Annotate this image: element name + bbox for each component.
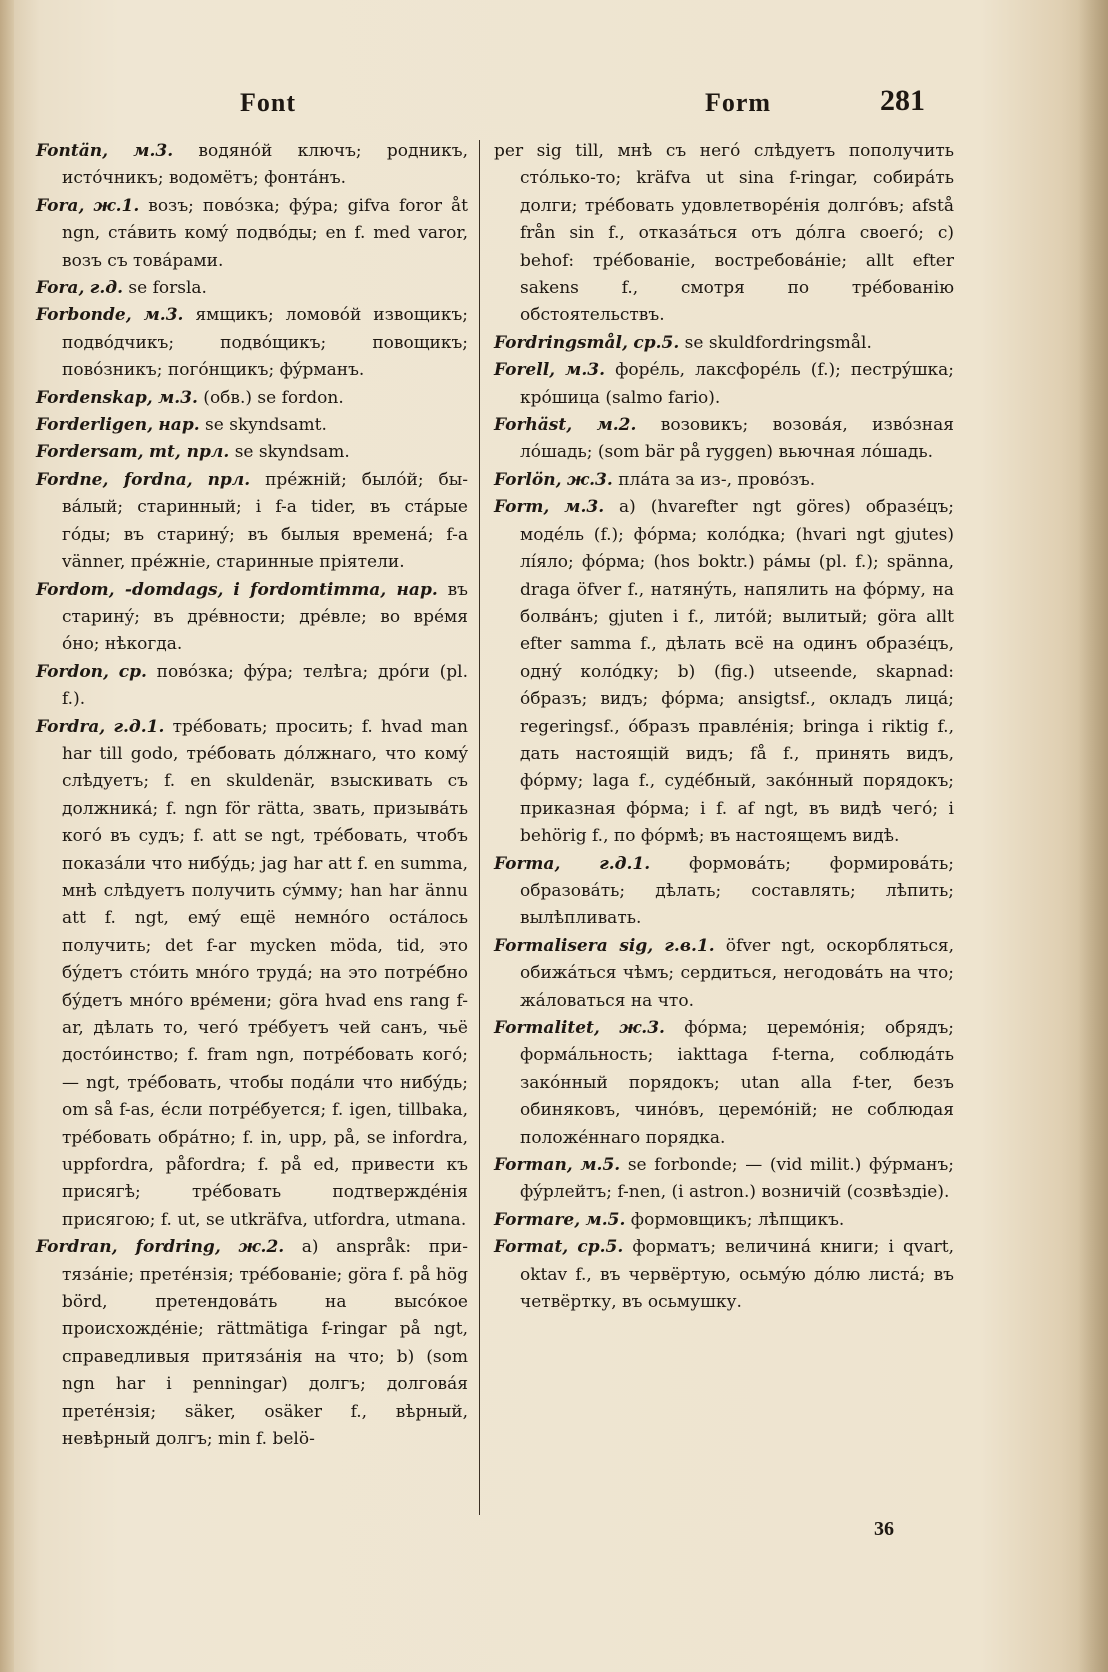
dictionary-entry	[494, 467, 954, 494]
entry-definition: въ старинý; въ дрéвности; дрéвле; во врéмя óно; нѣкогда.	[62, 579, 468, 655]
entry-headword: Forlön,	[494, 469, 562, 490]
entry-headword: Fordon,	[36, 661, 109, 682]
entry-definition: öfver ngt, оскорбляться, обижáться чѣмъ; сердиться, негодовáть на что; жáловаться на что.	[520, 935, 955, 1011]
entry-grammar: г.д.1.	[113, 716, 165, 737]
entry-headword: Forell,	[494, 360, 556, 381]
entry-definition: формовщикъ; лѣпщикъ.	[625, 1209, 845, 1230]
dictionary-entry	[494, 933, 954, 1015]
entry-definition: форматъ; величинá книги; i qvart, oktav f., въ червёртую, осьмýю дóлю листá; въ четвёртку, въ осьмушку.	[520, 1237, 955, 1313]
entry-headword: Forma,	[494, 853, 561, 874]
entry-headword: Fontän,	[36, 141, 108, 161]
entry-grammar: mt, прл.	[149, 442, 230, 463]
entry-definition: трéбовать; просить; f. hvad man har till godo, трéбовать дóлжнаго, что комý слѣдуетъ; f. en skuldenär, взыскивать съ должникá; f. ngn för rätta, звать, призывáть когó въ судъ; f. att se ngt, трéбовать, чтобъ показáли что нибýдь; jag har att f. en summa, мнѣ слѣдуетъ получить сýмму; han har ännu att f. ngt, емý ещё немнóго остáлось получить; det f-ar mycken möda, tid, это бýдетъ стóить мнóго трудá; на это потрéбно бýдетъ мнóго врéмени; göra hvad ens rang f-ar, дѣлать то, чегó трéбуетъ чей санъ, чьё достóинство; f. fram ngn, потрéбовать когó; — ngt, трéбовать, чтобы подáли что нибýдь; om så f-as, éсли потрéбуется; f. igen, tillbaka, трéбовать обрáтно; f. in, upp, på, se infordra, uppfordra, påfordra; f. på ed, привести къ присягѣ; трéбовать подтверждéнія присягою; f. ut, se utkräfva, utfordra, utmana.	[62, 716, 469, 1230]
entry-definition: se forsla.	[123, 278, 207, 299]
entry-definition: возовикъ; возовáя, извóзная лóшадь; (som bär på ryggen) вьючная лóшадь.	[520, 415, 954, 463]
running-header	[40, 84, 940, 128]
left-column	[36, 138, 468, 1454]
entry-grammar: ср.5.	[577, 1237, 624, 1258]
dictionary-entry	[494, 138, 954, 330]
dictionary-entry	[494, 1234, 954, 1316]
entry-definition: фóрма; церемóнія; обрядъ; формáльность; iakttaga f-terna, соблюдáть закóнный порядокъ; utan alla f-ter, безъ обиняковъ, чинóвъ, церемóній; не соблюдая положéннаго порядка.	[520, 1018, 954, 1148]
dictionary-entry	[494, 330, 954, 357]
dictionary-entry	[494, 1152, 954, 1207]
entry-grammar: м.5.	[585, 1209, 626, 1230]
page-edge-right	[1078, 0, 1108, 1672]
entry-grammar: ж.1.	[93, 195, 140, 216]
entry-definition: se skuldfordringsmål.	[679, 332, 872, 353]
dictionary-entry	[494, 1015, 954, 1152]
dictionary-entry	[36, 467, 468, 577]
entry-grammar: м.2.	[596, 415, 637, 436]
entry-grammar: ср.5.	[633, 332, 680, 353]
entry-definition: форéль, лаксфорéль (f.); пестрýшка; крóшица (salmo fario).	[520, 360, 955, 408]
entry-grammar: м.3.	[143, 305, 184, 326]
entry-headword: Fordom, -domdags,	[36, 579, 224, 600]
entry-headword: Forhäst,	[494, 415, 573, 436]
dictionary-entry	[494, 1207, 954, 1234]
entry-definition: водянóй ключъ; родникъ, истóчникъ; водомётъ; фонтáнъ.	[62, 141, 469, 189]
entry-grammar: г.д.1.	[599, 853, 651, 874]
dictionary-entry	[36, 275, 468, 302]
header-right-word: Form	[705, 88, 772, 117]
signature-mark: 36	[874, 1518, 894, 1540]
entry-grammar: м.3.	[564, 497, 605, 518]
entry-grammar: ж.3.	[566, 469, 613, 490]
entry-definition: per sig till, мнѣ съ негó слѣдуетъ пополучить стóлько-то; kräfva ut sina f-ringar, собирáть долги; трéбовать удовлетворéнія долгóвъ; afstå från sin f., отказáться отъ дóлга своегó; c) behof: трéбованіе, востребовáніе; allt efter sakens f., смотря по трéбованію обстоятельствъ.	[494, 141, 954, 326]
entry-grammar: ж.2.	[238, 1237, 285, 1258]
entry-grammar: i fordomtimma, нар.	[233, 579, 438, 600]
page-number: 281	[880, 84, 925, 117]
entry-definition: прéжній; былóй; бывáлый; старинный; i f-a tider, въ стáрые гóды; въ старинý; въ былыя временá; f-a vänner, прéжніе, старинные пріятели.	[62, 469, 469, 573]
dictionary-entry	[494, 494, 954, 850]
entry-headword: Fora,	[36, 195, 85, 216]
header-left-word: Font	[240, 88, 296, 117]
entry-definition: возъ; повóзка; фýра; gifva foror åt ngn, стáвить комý подвóды; en f. med varor, возъ съ товáрами.	[62, 195, 468, 271]
dictionary-entry	[36, 577, 468, 659]
dictionary-entry	[494, 357, 954, 412]
entry-definition: повóзка; фýра; телѣга; дрóги (pl. f.).	[62, 661, 468, 710]
entry-grammar: м.5.	[580, 1155, 621, 1176]
entry-headword: Formalisera sig,	[494, 935, 654, 956]
entry-definition: формовáть; формировáть; образовáть; дѣлать; составлять; лѣпить; вылѣпливать.	[520, 853, 954, 929]
entry-grammar: м.3.	[565, 360, 605, 381]
column-divider	[479, 140, 480, 1515]
entry-definition: se forbonde; — (vid milit.) фýрманъ; фýрлейтъ; f-nen, (i astron.) возничій (созвѣздіе).	[520, 1155, 955, 1203]
entry-headword: Formalitet,	[494, 1018, 600, 1038]
entry-headword: Fordenskap,	[36, 387, 153, 408]
entry-grammar: ж.3.	[619, 1018, 665, 1038]
entry-grammar: г.д.	[89, 278, 124, 299]
entry-headword: Forman,	[494, 1155, 573, 1176]
dictionary-entry	[36, 1234, 468, 1453]
entry-headword: Form,	[494, 497, 550, 518]
entry-grammar: м.3.	[133, 141, 174, 161]
dictionary-entry	[494, 412, 954, 467]
entry-headword: Fordersam,	[36, 442, 144, 463]
dictionary-entry	[36, 302, 468, 384]
dictionary-entry	[36, 193, 468, 275]
entry-headword: Fordra,	[36, 716, 106, 737]
entry-grammar: г.в.1.	[664, 935, 715, 956]
entry-definition: ямщикъ; ломовóй извощикъ; подвóдчикъ; подвóщикъ; повощикъ; повóзникъ; погóнщикъ; фýрманъ.	[62, 305, 468, 381]
entry-definition: se skyndsamt.	[199, 415, 327, 436]
entry-headword: Fordran, fordring,	[36, 1237, 221, 1258]
entry-headword: Fordne, fordna,	[36, 469, 193, 490]
dictionary-entry	[494, 851, 954, 933]
entry-definition: плáта за из-, провóзъ.	[612, 469, 816, 490]
dictionary-entry	[36, 659, 468, 714]
dictionary-entry	[36, 714, 468, 1235]
entry-headword: Forbonde,	[36, 305, 132, 326]
dictionary-entry	[36, 385, 468, 412]
right-column	[494, 138, 954, 1316]
entry-headword: Fora,	[36, 278, 85, 299]
entry-definition: (обв.) se fordon.	[197, 387, 344, 408]
dictionary-entry	[36, 439, 468, 466]
entry-definition: se skyndsam.	[229, 442, 350, 463]
entry-headword: Fordringsmål,	[494, 332, 628, 353]
page-edge-left	[0, 0, 14, 1672]
dictionary-entry	[36, 138, 468, 193]
entry-grammar: м.3.	[158, 387, 198, 408]
dictionary-entry	[36, 412, 468, 439]
entry-definition: a) (hvarefter ngt göres) образéцъ; модéль (f.); фóрма; колóдка; (hvari ngt gjutes) лíяло; фóрма; (hos boktr.) рáмы (pl. f.); spänna, draga öfver f., натянýть, напялить на фóрму, на болвáнъ; gjuten i f., литóй; вылитый; göra allt efter samma f., дѣлать всё на одинъ образéцъ, однý колóдку; b) (fig.) utseende, skapnad: óбразъ; видъ; фóрма; ansigtsf., окладъ лицá; regeringsf., óбразъ правлéнія; bringa i riktig f., дать настоящій видъ; få f., принять видъ, фóрму; laga f., судéбный, закóнный порядокъ; приказная фóрма; i f. af ngt, въ видѣ чегó; i behörig f., по фóрмѣ; въ настоящемъ видѣ.	[520, 497, 954, 847]
entry-headword: Format,	[494, 1237, 569, 1258]
entry-headword: Formare,	[494, 1209, 581, 1230]
entry-grammar: нар.	[158, 415, 200, 436]
entry-grammar: прл.	[207, 469, 251, 490]
entry-grammar: ср.	[118, 661, 147, 682]
entry-definition: a) anspråk: притязáніе; претéнзія; трéбованіе; göra f. på hög börd, претендовáть на высóкое происхождéніе; rättmätiga f-ringar på ngt, справедливыя притязáнія на что; b) (som ngn har i penningar) долгъ; долговáя претéнзія; säker, osäker f., вѣрный, невѣрный долгъ; min f. belö-	[62, 1237, 468, 1450]
entry-headword: Forderligen,	[36, 415, 153, 436]
